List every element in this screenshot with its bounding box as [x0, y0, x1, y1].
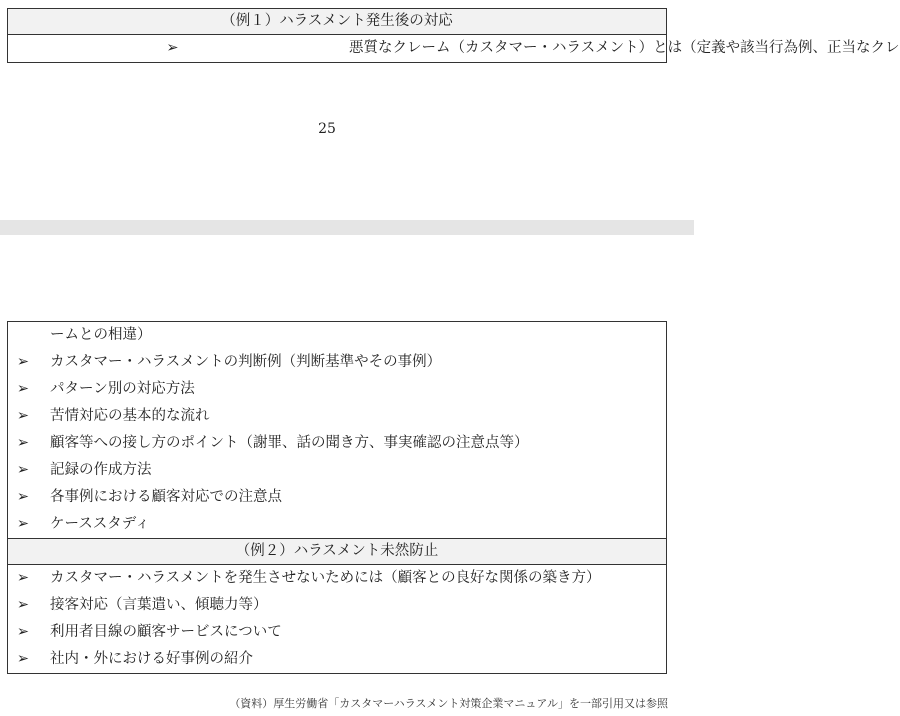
bullet-arrow-icon: ➢ — [8, 619, 39, 646]
bullet-arrow-icon: ➢ — [8, 403, 39, 430]
bullet-arrow-icon: ➢ — [8, 457, 39, 484]
bullet-arrow-icon: ➢ — [8, 592, 39, 619]
list-item: カスタマー・ハラスメントの判断例（判断基準やその事例） — [38, 349, 667, 376]
list-item: 悪質なクレーム（カスタマー・ハラスメント）とは（定義や該当行為例、正当なクレ — [337, 35, 667, 63]
example1-header: （例１）ハラスメント発生後の対応 — [8, 9, 667, 35]
source-note: （資料）厚生労働省「カスタマーハラスメント対策企業マニュアル」を一部引用又は参照 — [229, 697, 668, 710]
page-separator — [0, 220, 694, 235]
bullet-arrow-icon: ➢ — [8, 484, 39, 511]
bullet-spacer — [8, 322, 39, 350]
list-item: 社内・外における好事例の紹介 — [38, 646, 667, 674]
bullet-arrow-icon: ➢ — [8, 511, 39, 539]
bullet-arrow-icon: ➢ — [8, 376, 39, 403]
list-item: パターン別の対応方法 — [38, 376, 667, 403]
list-item: 各事例における顧客対応での注意点 — [38, 484, 667, 511]
list-item: 利用者目線の顧客サービスについて — [38, 619, 667, 646]
list-item: 接客対応（言葉遣い、傾聴力等） — [38, 592, 667, 619]
example1-table — [7, 8, 900, 63]
page-number: 25 — [318, 121, 336, 137]
list-item: 顧客等への接し方のポイント（謝罪、話の聞き方、事実確認の注意点等） — [38, 430, 667, 457]
list-item: 苦情対応の基本的な流れ — [38, 403, 667, 430]
bullet-arrow-icon: ➢ — [8, 35, 338, 63]
bullet-arrow-icon: ➢ — [8, 349, 39, 376]
list-item: 記録の作成方法 — [38, 457, 667, 484]
page-top — [0, 0, 900, 220]
list-item-continuation: ームとの相違） — [38, 322, 667, 350]
example2-header: （例２）ハラスメント未然防止 — [8, 539, 667, 565]
list-item: ケーススタディ — [38, 511, 667, 539]
page-bottom — [0, 235, 694, 716]
list-item: カスタマー・ハラスメントを発生させないためには（顧客との良好な関係の築き方） — [38, 565, 667, 593]
bullet-arrow-icon: ➢ — [8, 565, 39, 593]
example-continued-table — [7, 321, 667, 674]
bullet-arrow-icon: ➢ — [8, 430, 39, 457]
bullet-arrow-icon: ➢ — [8, 646, 39, 674]
